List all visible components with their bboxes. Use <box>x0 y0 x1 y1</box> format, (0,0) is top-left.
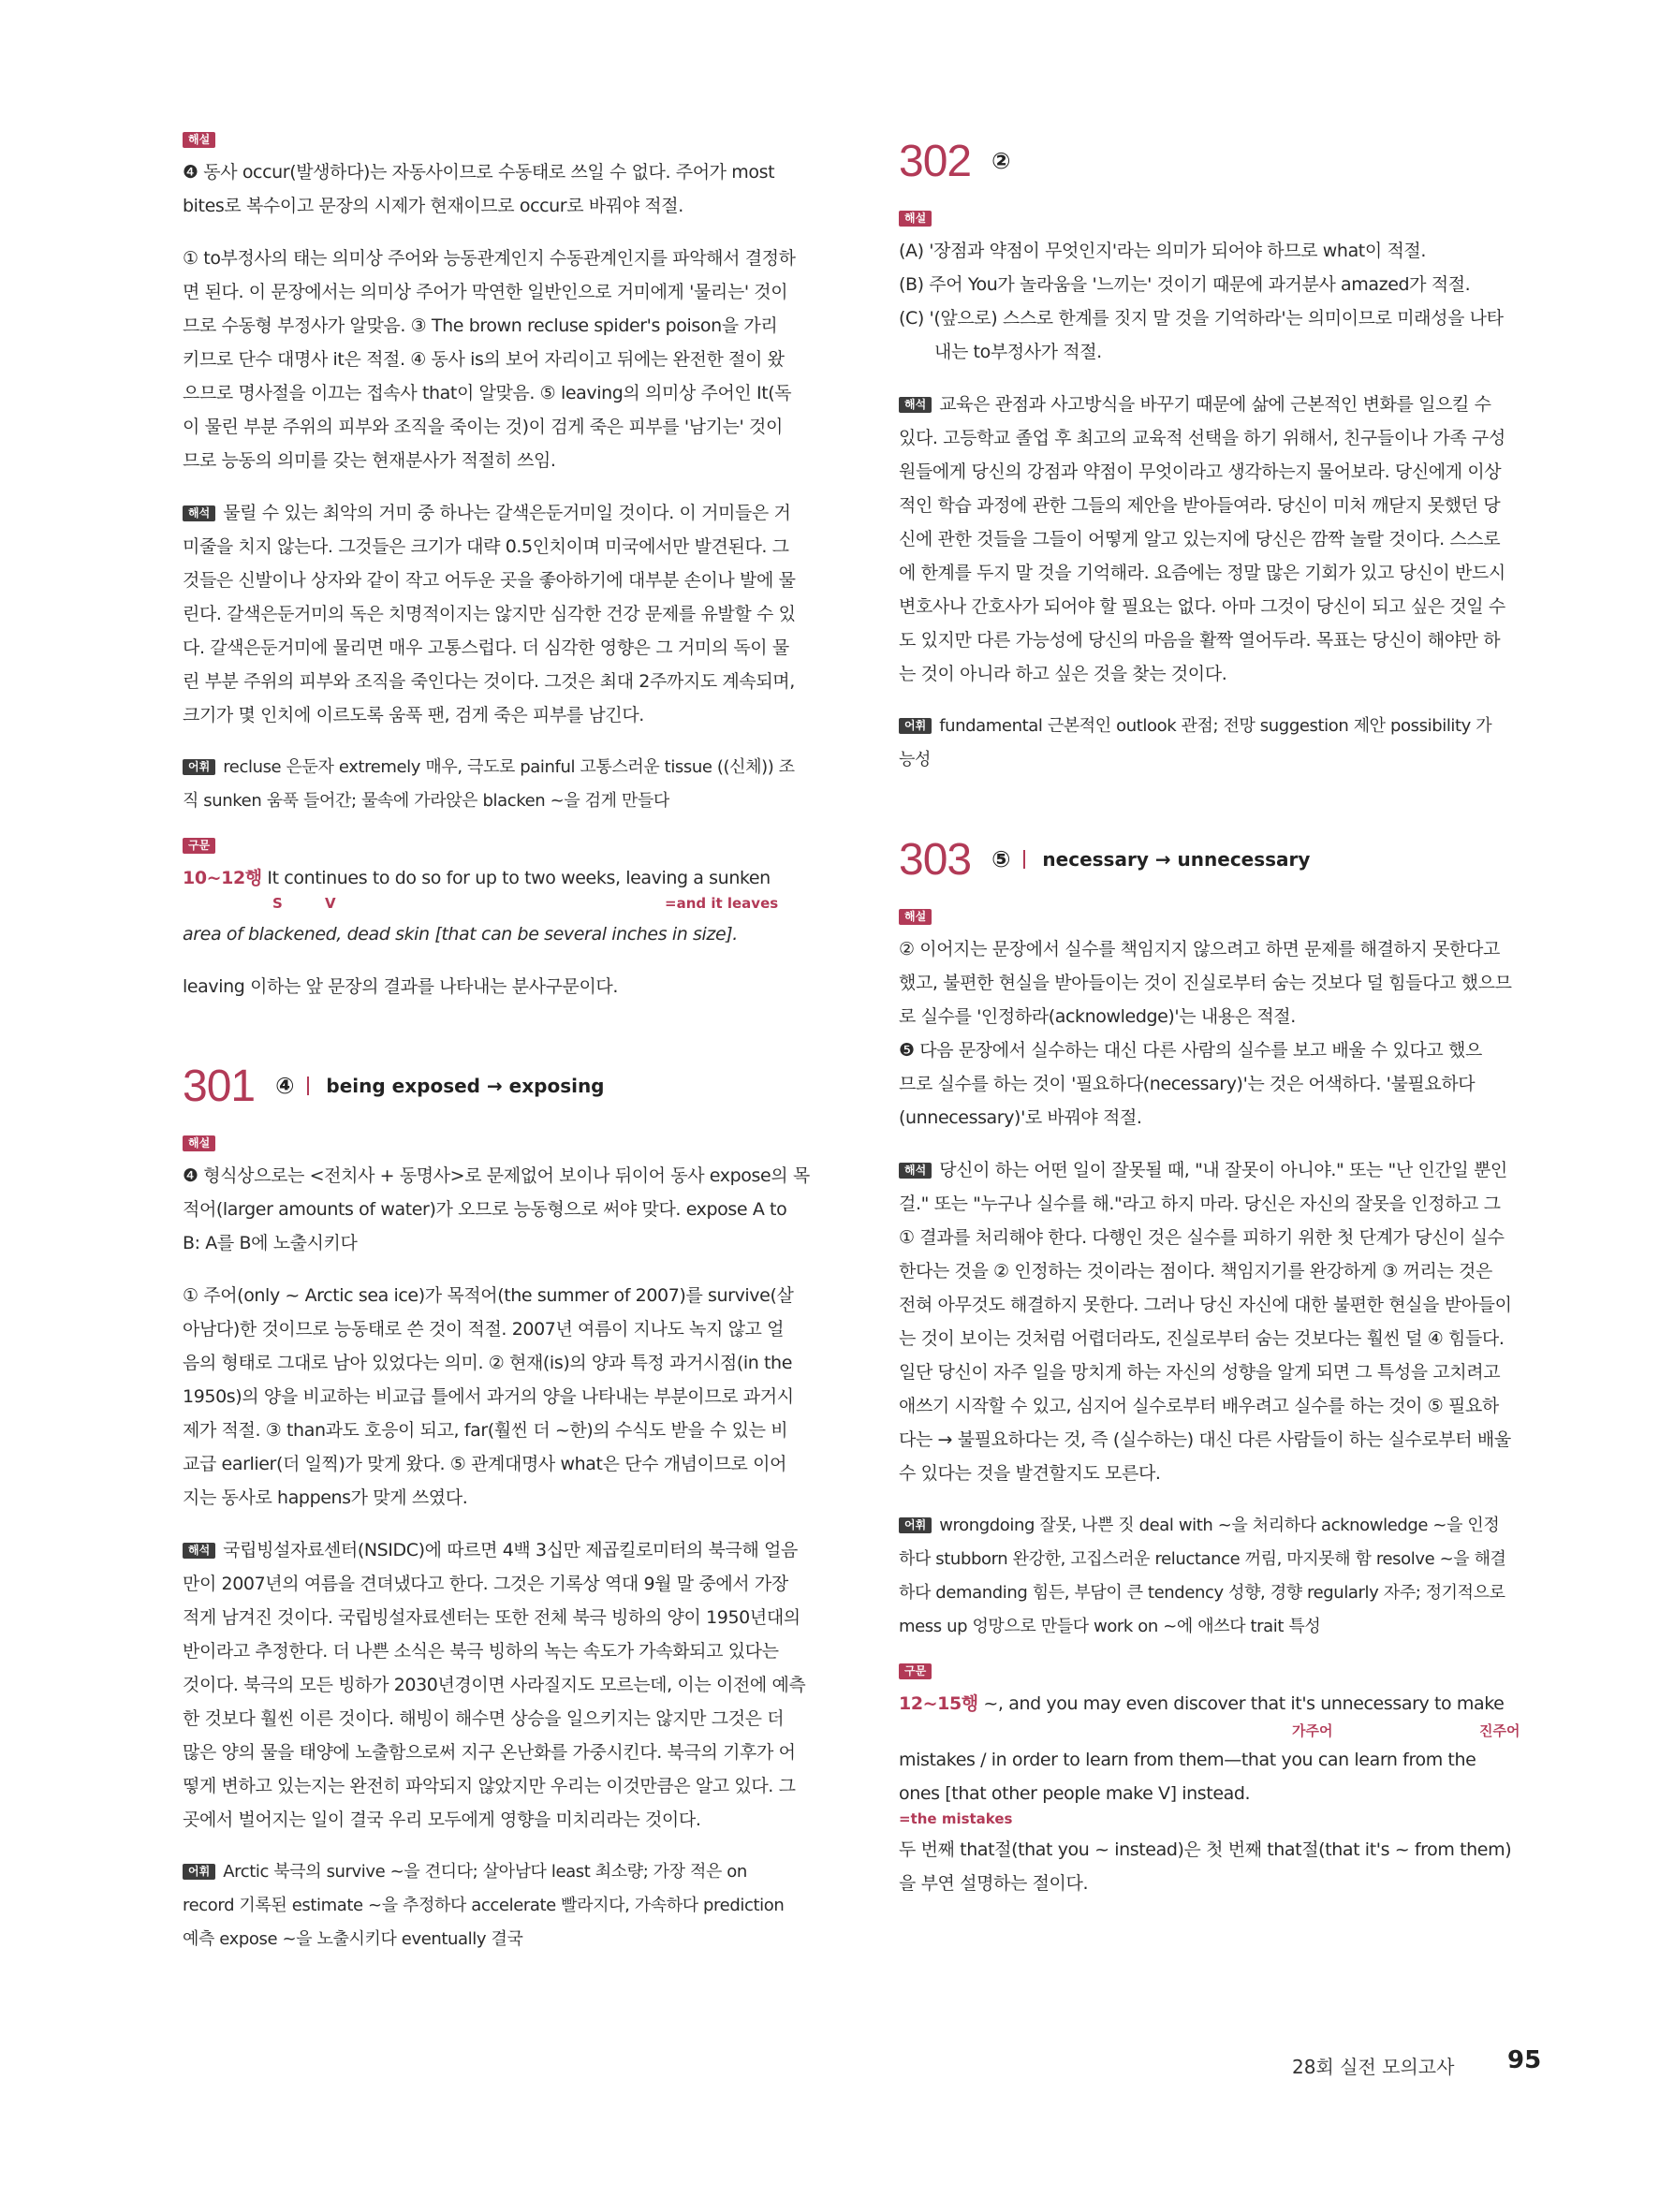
translation-300 <box>183 496 838 732</box>
text-line: 애쓰기 시작할 수 있고, 심지어 실수로부터 배우려고 실수를 하는 것이 ⑤ 필요하 <box>899 1396 1499 1416</box>
translation-302 <box>899 388 1554 691</box>
text-line: 수 있다는 것을 발견할지도 모른다. <box>899 1463 1161 1484</box>
structure-annotation <box>183 895 838 917</box>
text-line: 많은 양의 물을 태양에 노출함으로써 지구 온난화를 가중시킨다. 북극의 기후가 어 <box>183 1742 796 1763</box>
explanation-303 <box>899 932 1554 1135</box>
divider <box>307 1077 309 1095</box>
text-line: 걸." 또는 "누구나 실수를 해."라고 하지 마라. 당신은 자신의 잘못을 인정하고 그 <box>899 1194 1501 1214</box>
text-line: 떻게 변하고 있는지는 완전히 파악되지 않았지만 우리는 이것만큼은 알고 있다. 그 <box>183 1776 796 1796</box>
label-translation: 해석 <box>899 1163 932 1179</box>
question-number: 301 <box>183 1061 256 1111</box>
text-span: 물릴 수 있는 최악의 거미 중 하나는 갈색은둔거미일 것이다. 이 거미들은 거 <box>223 503 791 523</box>
text-line: 으므로 명사절을 이끄는 접속사 that이 알맞음. ⑤ leaving의 의미상 주어인 It(독 <box>183 383 792 403</box>
text-line <box>183 1533 838 1567</box>
text-line: ❹ 동사 occur(발생하다)는 자동사이므로 수동태로 쓰일 수 없다. 주어가 most <box>183 162 775 183</box>
text-line: 제가 적절. ③ than과도 호응이 되고, far(훨씬 더 ~한)의 수식도 받을 수 있는 비 <box>183 1420 788 1441</box>
text-line: 있다. 고등학교 졸업 후 최고의 교육적 선택을 하기 위해서, 친구들이나 가족 구성 <box>899 428 1505 448</box>
text-line: 교급 earlier(더 일찍)가 맞게 왔다. ⑤ 관계대명사 what은 단수 개념이므로 이어 <box>183 1454 787 1474</box>
page-number: 95 <box>1507 2046 1542 2074</box>
text-line: 린 부분 주위의 피부와 조직을 죽인다는 것이다. 그것은 최대 2주까지도 계속되며, <box>183 671 795 692</box>
text-line: 면 된다. 이 문장에서는 의미상 주어가 막연한 일반인으로 거미에게 '물리는' 것이 <box>183 282 788 302</box>
left-column <box>183 131 838 1956</box>
text-line: 므로 수동형 부정사가 알맞음. ③ The brown recluse spider's poison을 가리 <box>183 315 778 336</box>
text-span: 국립빙설자료센터(NSIDC)에 따르면 4백 3십만 제곱킬로미터의 북극해 얼음 <box>223 1540 798 1560</box>
text-span: wrongdoing 잘못, 나쁜 짓 deal with ~을 처리하다 acknowledge ~을 인정 <box>939 1516 1500 1535</box>
text-line: bites로 복수이고 문장의 시제가 현재이므로 occur로 바꿔야 적절. <box>183 196 683 216</box>
text-span: 당신이 하는 어떤 일이 잘못될 때, "내 잘못이 아니야." 또는 "난 인간일 뿐인 <box>939 1160 1507 1180</box>
text-line: 키므로 단수 대명사 it은 적절. ④ 동사 is의 보어 자리이고 뒤에는 완전한 절이 왔 <box>183 349 785 370</box>
vocabulary-301 <box>183 1855 838 1956</box>
label-vocabulary: 어휘 <box>183 759 215 775</box>
text-line: 변호사나 간호사가 되어야 할 필요는 없다. 아마 그것이 당신이 되고 싶은 것일 수 <box>899 596 1505 617</box>
text-line: 적게 남겨진 것이다. 국립빙설자료센터는 또한 전체 북극 빙하의 양이 1950년대의 <box>183 1607 800 1628</box>
text-line: 므로 능동의 의미를 갖는 현재분사가 적절히 쓰임. <box>183 450 556 471</box>
text-line: (C) '(앞으로) 스스로 한계를 짓지 말 것을 기억하라'는 의미이므로 미래성을 나타 <box>899 308 1504 329</box>
structure-line-ref: 10~12행 <box>183 868 262 888</box>
question-header-302 <box>899 131 1554 191</box>
question-number: 302 <box>899 136 972 186</box>
vocabulary-303 <box>899 1509 1554 1644</box>
explanation-301 <box>183 1159 838 1260</box>
structure-note: leaving 이하는 앞 문장의 결과를 나타내는 분사구문이다. <box>183 976 618 997</box>
text-line: ① to부정사의 태는 의미상 주어와 능동관계인지 수동관계인지를 파악해서 결정하 <box>183 248 796 269</box>
text-line: 곳에서 벌어지는 일이 결국 우리 모두에게 영향을 미치리라는 것이다. <box>183 1809 701 1830</box>
text-line: mistakes / in order to learn from them—that you can learn from the <box>899 1750 1476 1770</box>
text-span: fundamental 근본적인 outlook 관점; 전망 suggestion 제안 possibility 가 <box>939 716 1492 736</box>
paraphrase-mark: =the mistakes <box>899 1810 1013 1827</box>
text-line: 원들에게 당신의 강점과 약점이 무엇이라고 생각하는지 물어보라. 당신에게 이상 <box>899 461 1502 482</box>
text-line: 한다는 것을 ② 인정하는 것이라는 점이다. 책임지기를 완강하게 ③ 꺼리는 것은 <box>899 1261 1492 1282</box>
text-line: (B) 주어 You가 놀라움을 '느끼는' 것이기 때문에 과거분사 amazed가 적절. <box>899 274 1471 295</box>
text-line: 했고, 불편한 현실을 받아들이는 것이 진실로부터 숨는 것보다 덜 힘들다고 했으므 <box>899 973 1512 993</box>
text-line <box>183 1855 838 1889</box>
text-line: 로 실수를 '인정하라(acknowledge)'는 내용은 적절. <box>899 1006 1296 1027</box>
explanation-301-options <box>183 1279 838 1515</box>
text-line: 음의 형태로 그대로 남아 있었다는 의미. ② 현재(is)의 양과 특정 과거시점(in the <box>183 1353 792 1373</box>
text-line: 하다 demanding 힘든, 부담이 큰 tendency 성향, 경향 regularly 자주; 정기적으로 <box>899 1583 1505 1603</box>
text-line: record 기록된 estimate ~을 추정하다 accelerate 빨라지다, 가속하다 prediction <box>183 1896 785 1915</box>
text-line: mess up 엉망으로 만들다 work on ~에 애쓰다 trait 특성 <box>899 1617 1321 1636</box>
translation-303 <box>899 1153 1554 1490</box>
text-line: 일단 당신이 자주 일을 망치게 하는 자신의 성향을 알게 되면 그 특성을 고치려고 <box>899 1362 1501 1383</box>
label-explanation: 해설 <box>899 909 932 925</box>
text-line: 1950s)의 양을 비교하는 비교급 틀에서 과거의 양을 나타내는 부분이므로 과거시 <box>183 1386 794 1407</box>
text-line: (unnecessary)'로 바꿔야 적절. <box>899 1107 1142 1128</box>
text-line: 내는 to부정사가 적절. <box>934 342 1102 362</box>
text-line: ❹ 형식상으로는 <전치사 + 동명사>로 문제없어 보이나 뒤이어 동사 expose의 목 <box>183 1165 810 1186</box>
verb-mark: V <box>325 895 336 912</box>
text-line: 것들은 신발이나 상자와 같이 작고 어두운 곳을 좋아하기에 대부분 손이나 발에 물 <box>183 570 796 591</box>
text-line: 두 번째 that절(that you ~ instead)은 첫 번째 that절(that it's ~ from them) <box>899 1839 1512 1860</box>
text-line: 지는 동사로 happens가 맞게 쓰였다. <box>183 1487 468 1508</box>
text-line <box>899 710 1554 743</box>
label-explanation: 해설 <box>899 211 932 227</box>
text-line: ② 이어지는 문장에서 실수를 책임지지 않으려고 하면 문제를 해결하지 못한다고 <box>899 939 1500 960</box>
correction: being exposed → exposing <box>326 1075 605 1097</box>
text-line: 만이 2007년의 여름을 견뎌냈다고 한다. 그것은 기록상 역대 9월 말 중에서 가장 <box>183 1574 788 1594</box>
label-vocabulary: 어휘 <box>899 718 932 734</box>
text-line: 전혀 아무것도 해결하지 못한다. 그러나 당신 자신에 대한 불편한 현실을 받아들이 <box>899 1295 1512 1315</box>
text-line: 린다. 갈색은둔거미의 독은 치명적이지는 않지만 심각한 건강 문제를 유발할 수 있 <box>183 604 796 624</box>
text-line: 다. 갈색은둔거미에 물리면 매우 고통스럽다. 더 심각한 영향은 그 거미의 독이 물 <box>183 637 789 658</box>
text-line: 는 것이 아니라 하고 싶은 것을 찾는 것이다. <box>899 664 1227 684</box>
text-line <box>183 496 838 530</box>
structure-line-ref: 12~15행 <box>899 1693 978 1714</box>
structure-300 <box>183 837 838 1003</box>
label-explanation: 해설 <box>183 132 215 148</box>
text-line: ❺ 다음 문장에서 실수하는 대신 다른 사람의 실수를 보고 배울 수 있다고 했으 <box>899 1040 1482 1061</box>
label-explanation: 해설 <box>183 1135 215 1151</box>
label-vocabulary: 어휘 <box>899 1517 932 1533</box>
text-line: 다는 → 불필요하다는 것, 즉 (실수하는) 대신 다른 사람들이 하는 실수로부터 배울 <box>899 1429 1511 1450</box>
text-span: It continues to do so for up to two weeks, leaving a sunken <box>261 868 771 888</box>
structure-annotation-2 <box>899 1810 1554 1833</box>
text-line: 하다 stubborn 완강한, 고집스러운 reluctance 꺼림, 마지못해 함 resolve ~을 해결 <box>899 1549 1506 1569</box>
vocabulary-300 <box>183 751 838 818</box>
question-number: 303 <box>899 834 972 885</box>
divider <box>1023 850 1025 869</box>
explanation-300-options <box>183 242 838 477</box>
text-line: ① 결과를 처리해야 한다. 다행인 것은 실수를 피하기 위한 첫 단계가 당신이 실수 <box>899 1227 1505 1248</box>
text-line: ① 주어(only ~ Arctic sea ice)가 목적어(the summer of 2007)를 survive(살 <box>183 1285 794 1306</box>
text-line <box>899 1153 1554 1187</box>
text-line: 을 부연 설명하는 절이다. <box>899 1873 1089 1894</box>
dummy-subject-mark: 가주어 <box>1292 1722 1333 1739</box>
text-span: 교육은 관점과 사고방식을 바꾸기 때문에 삶에 근본적인 변화를 일으킬 수 <box>939 394 1491 415</box>
text-line: (A) '장점과 약점이 무엇인지'라는 의미가 되어야 하므로 what이 적절. <box>899 241 1426 261</box>
text-line: 한 것보다 훨씬 이른 것이다. 해빙이 해수면 상승을 일으키지는 않지만 그것은 더 <box>183 1708 785 1729</box>
text-line: 신에 관한 것들을 그들이 어떻게 알고 있는지에 당신은 깜짝 놀랄 것이다. 스스로 <box>899 529 1501 549</box>
text-span: recluse 은둔자 extremely 매우, 극도로 painful 고통스러운 tissue ((신체)) 조 <box>223 757 795 777</box>
text-line: 반이라고 추정한다. 더 나쁜 소식은 북극 빙하의 녹는 속도가 가속화되고 있다는 <box>183 1641 779 1662</box>
text-line: 는 것이 보이는 것처럼 어렵더라도, 진실로부터 숨는 것보다는 훨씬 덜 ④ 힘들다. <box>899 1328 1505 1349</box>
subject-mark: S <box>272 895 283 912</box>
text-line: 므로 실수를 하는 것이 '필요하다(necessary)'는 것은 어색하다. '불필요하다 <box>899 1074 1476 1094</box>
text-line <box>899 1687 1554 1721</box>
text-line: 미줄을 치지 않는다. 그것들은 크기가 대략 0.5인치이며 미국에서만 발견된다. 그 <box>183 536 789 557</box>
explanation-302 <box>899 234 1554 369</box>
text-line: 크기가 몇 인치에 이르도록 움푹 팬, 검게 죽은 피부를 남긴다. <box>183 705 644 725</box>
text-line <box>899 1509 1554 1543</box>
text-line: 예측 expose ~을 노출시키다 eventually 결국 <box>183 1929 523 1949</box>
text-line <box>183 861 838 895</box>
explanation-300 <box>183 155 838 223</box>
label-vocabulary: 어휘 <box>183 1864 215 1880</box>
label-translation: 해석 <box>183 1543 215 1559</box>
translation-301 <box>183 1533 838 1837</box>
text-line: B: A를 B에 노출시키다 <box>183 1233 358 1253</box>
paraphrase-mark: =and it leaves <box>665 895 779 912</box>
label-translation: 해석 <box>183 505 215 521</box>
text-line: 에 한계를 두지 말 것을 기억해라. 요즘에는 정말 많은 기회가 있고 당신이 반드시 <box>899 563 1505 583</box>
text-line: 도 있지만 다른 가능성에 당신의 마음을 활짝 열어두라. 목표는 당신이 해야만 하 <box>899 630 1501 651</box>
text-line <box>183 751 838 784</box>
footer-title: 28회 실전 모의고사 <box>1292 2056 1455 2078</box>
answer-choice: ④ <box>275 1073 295 1099</box>
label-structure: 구문 <box>899 1663 932 1679</box>
text-line: ones [that other people make V] instead. <box>899 1783 1251 1804</box>
question-header-301 <box>183 1056 838 1116</box>
text-line <box>899 388 1554 421</box>
text-line: 직 sunken 움푹 들어간; 물속에 가라앉은 blacken ~을 검게 만들다 <box>183 791 669 811</box>
structure-303 <box>899 1663 1554 1900</box>
text-span: ~, and you may even discover that it's unnecessary to make <box>977 1693 1505 1714</box>
text-line: 아남다)한 것이므로 능동태로 쓴 것이 적절. 2007년 여름이 지나도 녹지 않고 얼 <box>183 1319 785 1340</box>
text-line: 적인 학습 과정에 관한 그들의 제안을 받아들여라. 당신이 미처 깨닫지 못했던 당 <box>899 495 1501 516</box>
real-subject-mark: 진주어 <box>1479 1722 1520 1739</box>
text-line: 능성 <box>899 750 931 769</box>
label-translation: 해석 <box>899 397 932 413</box>
label-structure: 구문 <box>183 838 215 854</box>
correction: necessary → unnecessary <box>1042 848 1311 871</box>
text-line: area of blackened, dead skin [that can be several inches in size]. <box>183 924 738 945</box>
structure-annotation <box>899 1721 1554 1743</box>
answer-choice: ② <box>991 148 1011 174</box>
right-column <box>899 131 1554 1900</box>
vocabulary-302 <box>899 710 1554 777</box>
question-header-303 <box>899 829 1554 889</box>
text-line: 것이다. 북극의 모든 빙하가 2030년경이면 사라질지도 모르는데, 이는 이전에 예측 <box>183 1675 806 1695</box>
text-line: 이 물린 부분 주위의 피부와 조직을 죽이는 것)이 검게 죽은 피부를 '남기는' 것이 <box>183 417 783 437</box>
text-line: 적어(larger amounts of water)가 오므로 능동형으로 써야 맞다. expose A to <box>183 1199 787 1220</box>
text-span: Arctic 북극의 survive ~을 견디다; 살아남다 least 최소량; 가장 적은 on <box>223 1862 747 1882</box>
answer-choice: ⑤ <box>991 846 1011 872</box>
